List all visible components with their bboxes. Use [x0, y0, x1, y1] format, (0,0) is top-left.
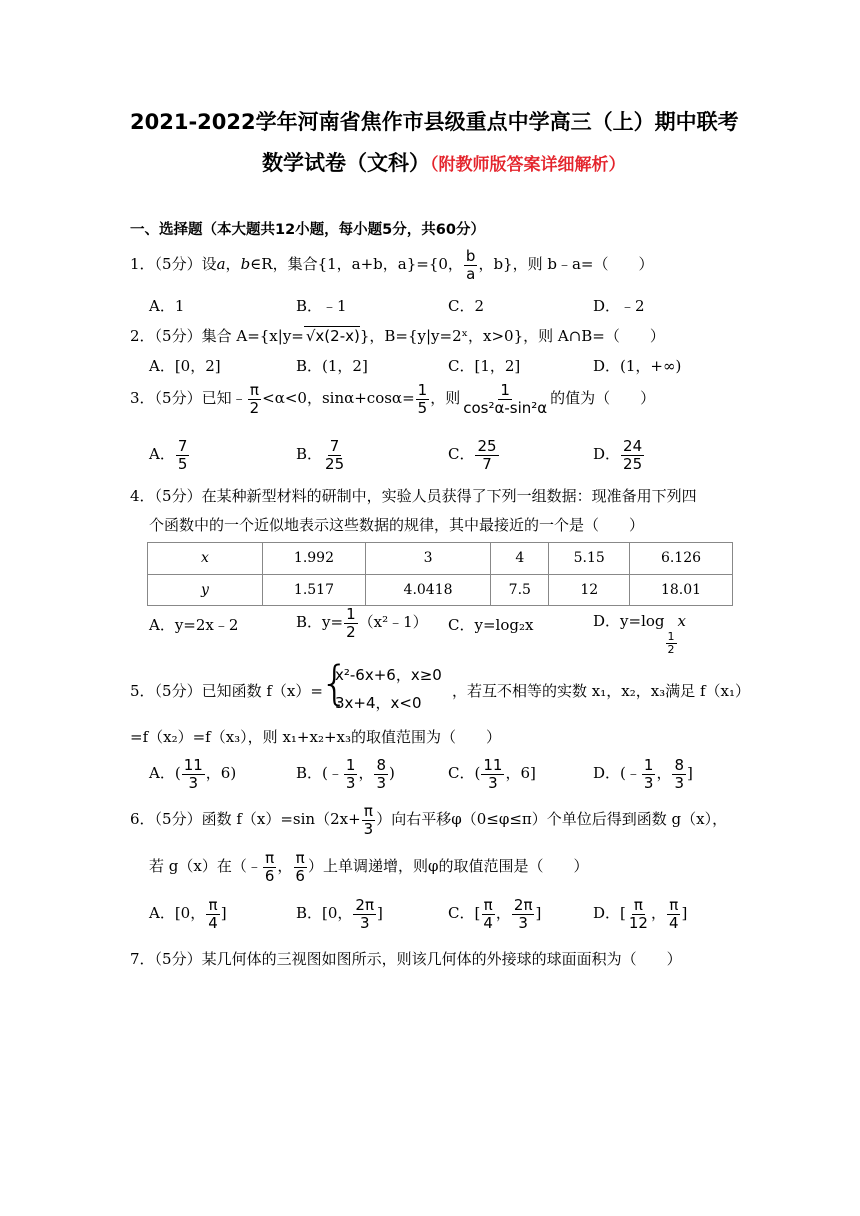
q6-option-c: C．[ $\frac{\pi}{4}$ ， $\frac{2\pi}{3}$ ]	[448, 896, 542, 932]
q1-option-b: B．﹣1	[296, 297, 347, 315]
q6-option-b: B．[0， $\frac{2\pi}{3}$ ]	[296, 896, 383, 932]
q4-option-b: B．y= $\frac{1}{2}$ （x²﹣1）	[296, 605, 428, 641]
table-cell: 3	[365, 543, 490, 575]
exam-subject: 数学试卷（文科）	[262, 151, 430, 175]
piecewise-case-2: 3x+4，x<0	[335, 694, 422, 712]
question-5-rest: ，若互不相等的实数 x₁，x₂，x₃满足 f（x₁）	[452, 682, 750, 700]
question-1: 1．（5分）设a，b∈R，集合{1，a+b，a}={0， $\frac{b}{a}$ ，b}，则 b﹣a=（ ）	[130, 247, 654, 283]
q1-option-c: C．2	[448, 297, 485, 315]
q2-option-c: C．[1，2]	[448, 357, 521, 375]
table-cell: 1.517	[263, 574, 366, 606]
q2-option-d: D．(1，+∞)	[593, 357, 682, 375]
q4-option-d: D．y=log $\frac{1}{2}$ x	[593, 612, 686, 657]
section-heading: 一、选择题（本大题共12小题，每小题5分，共60分）	[130, 222, 485, 238]
q3-option-a: A． $\frac{7}{5}$	[149, 437, 188, 473]
q5-option-b: B．(﹣ $\frac{1}{3}$ ， $\frac{8}{3}$ )	[296, 756, 395, 792]
question-4-line1: 4．（5分）在某种新型材料的研制中，实验人员获得了下列一组数据：现准备用下列四	[130, 487, 697, 505]
question-6-line2: 若 g（x）在（﹣ $\frac{\pi}{6}$ ， $\frac{\pi}{6}$ ）上单调递增，则φ的取值范围是（ ）	[149, 849, 589, 885]
q6-option-d: D．[ $\frac{\pi}{12}$ ， $\frac{\pi}{4}$ ]	[593, 896, 688, 932]
exam-title-line2	[262, 147, 626, 177]
table-cell: 4	[491, 543, 549, 575]
q2-option-b: B．(1，2]	[296, 357, 368, 375]
data-table	[147, 542, 733, 606]
q5-option-a: A．( $\frac{11}{3}$ ，6)	[149, 756, 237, 792]
question-5-prefix: 5．（5分）已知函数 f（x）=	[130, 682, 323, 700]
q1-option-d: D．﹣2	[593, 297, 645, 315]
q4-option-c: C．y=log₂x	[448, 616, 534, 634]
q5-option-c: C．( $\frac{11}{3}$ ，6]	[448, 756, 536, 792]
question-5-line2: =f（x₂）=f（x₃），则 x₁+x₂+x₃的取值范围为（ ）	[130, 728, 502, 746]
table-row	[148, 543, 733, 575]
question-4-line2: 个函数中的一个近似地表示这些数据的规律，其中最接近的一个是（ ）	[149, 516, 645, 534]
piecewise-case-1: x²-6x+6，x≥0	[335, 666, 442, 684]
question-6: 6．（5分）函数 f（x）=sin（2x+ $\frac{\pi}{3}$ ）向右平移φ（0≤φ≤π）个单位后得到函数 g（x），	[130, 802, 728, 838]
table-cell: 6.126	[630, 543, 733, 575]
question-2: 2．（5分）集合 A={x|y= √x(2-x)}，B={y|y=2ˣ，x>0}，则 A∩B=（ ）	[130, 327, 665, 345]
q3-option-b: B． $\frac{7}{25}$	[296, 437, 345, 473]
question-7: 7．（5分）某几何体的三视图如图所示，则该几何体的外接球的球面面积为（ ）	[130, 950, 682, 968]
answer-note: （附教师版答案详细解析）	[430, 155, 626, 175]
q2-option-a: A．[0，2]	[149, 357, 221, 375]
q3-option-c: C． $\frac{25}{7}$	[448, 437, 497, 473]
q1-option-a: A．1	[149, 297, 185, 315]
table-cell: 12	[549, 574, 630, 606]
q6-option-a: A．[0， $\frac{\pi}{4}$ ]	[149, 896, 227, 932]
brace-icon: {	[320, 656, 350, 710]
q5-option-d: D．(﹣ $\frac{1}{3}$ ， $\frac{8}{3}$ ]	[593, 756, 693, 792]
table-header-x: x	[148, 543, 263, 575]
table-cell: 18.01	[630, 574, 733, 606]
table-cell: 4.0418	[365, 574, 490, 606]
table-cell: 1.992	[263, 543, 366, 575]
table-header-y: y	[148, 574, 263, 606]
table-cell: 7.5	[491, 574, 549, 606]
exam-title-line1: 2021-2022学年河南省焦作市县级重点中学高三（上）期中联考	[130, 110, 739, 134]
q4-option-a: A．y=2x﹣2	[149, 616, 239, 634]
q3-option-d: D． $\frac{24}{25}$	[593, 437, 643, 473]
table-cell: 5.15	[549, 543, 630, 575]
question-3: 3．（5分）已知﹣ $\frac{\pi}{2}$ <α<0，sinα+cosα= $\frac{1}{5}$ ，则 $\frac{1}{\text{cos²α-sin²α}}$ 的值为（ ）	[130, 381, 656, 417]
table-row	[148, 574, 733, 606]
